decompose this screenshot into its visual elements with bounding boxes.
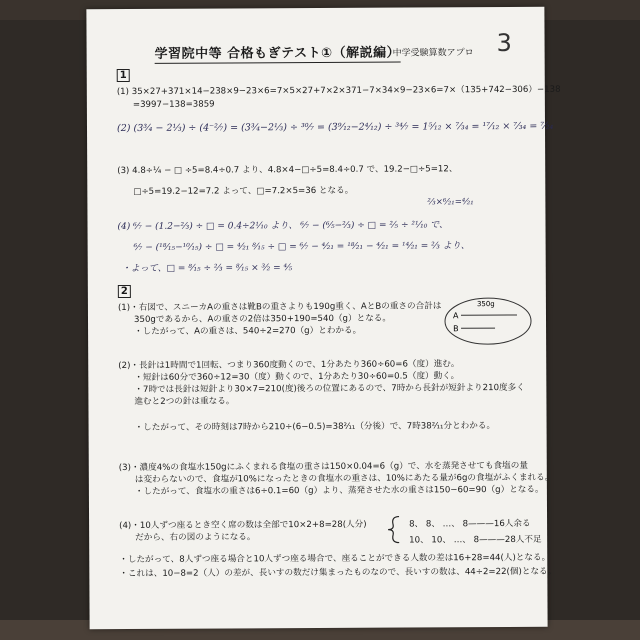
brace-path (388, 517, 399, 543)
section-2-label: 2 (118, 285, 131, 298)
problem-2-1-line-3: ・したがって、Aの重さは、540÷2=270（g）とわかる。 (134, 325, 362, 337)
problem-2-2-line-2: ・短針は60分で360÷12=30（度）動くので、1分あたり30÷60=0.5（度）動く。 (134, 371, 460, 383)
brand-label: 中学受験算数アプロ (392, 48, 474, 59)
diagram-label-b: B (453, 324, 459, 334)
problem-1-4-step: ⁶⁄₇ − (¹⁸⁄₁₅−¹⁰⁄₁₅) ÷ □ = ⁴⁄₂₁ ⁸⁄₁₅ ÷ □ = ⁶⁄₇ − ⁴⁄₂₁ = ¹⁸⁄₂₁ − ⁴⁄₂₁ = ¹⁴⁄₂₁ = ²⁄₃ より、 (133, 241, 470, 253)
problem-2-2-line-5: ・したがって、その時刻は7時から210÷(6−0.5)=38²⁄₁₁（分後）で、7時38²⁄₁₁分とわかる。 (134, 421, 496, 433)
problem-2-2-line-3: ・7時では長針は短針より30×7=210(度)後ろの位置にあるので、7時から長針が短針より210度多く (134, 382, 525, 395)
problem-2-4-line-2: だから、右の図のようになる。 (135, 532, 256, 543)
problem-2-1-line-1: (1)・右図で、スニーカAの重さは靴Bの重さよりも190g重く、AとBの重さの合計は (117, 301, 442, 314)
problem-2-4-line-1: (4)・10人ずつ座るとき空く席の数は全部で10×2+8=28(人分) (119, 519, 367, 532)
problem-2-3-line-2: は変わらないので、食塩が10%になったときの食塩水の重さは、10%にあたる量が6gの食塩がふくまれる。 (134, 472, 554, 485)
diagram-total: 350g (476, 300, 495, 309)
problem-2-2-line-1: (2)・長針は1時間で1回転、つまり360度動くので、1分あたり360÷60=6（度）進む。 (118, 359, 460, 372)
problem-2-4-diagram-row-2: 10、 10、 …、 8———28人不足 (409, 534, 542, 546)
diagram-label-a: A (452, 311, 459, 321)
weight-diagram (443, 295, 533, 347)
page-number: 3 (496, 28, 512, 58)
problem-2-4-diagram-row-1: 8、 8、 …、 8———16人余る (409, 518, 531, 530)
problem-2-3-line-3: ・したがって、食塩水の重さは6÷0.1=60（g）より、蒸発させた水の重さは150−60=90（g）となる。 (134, 484, 544, 497)
problem-1-1: (1) 35×27+371×14−238×9−23×6=7×5×27+7×2×371−7×34×9−23×6=7×（135+742−306）−138 (116, 84, 561, 98)
problem-2-4-line-4: ・これは、10−8=2（人）の差が、長いすの数だけ集まったものなので、長いすの数は、44÷2=22(個)となる。 (119, 566, 557, 580)
problem-2-3-line-1: (3)・濃度4%の食塩水150gにふくまれる食塩の重さは150×0.04=6（g）で、水を蒸発させても食塩の量 (118, 460, 528, 474)
problem-1-3: (3) 4.8÷¹⁄₄ − □ ÷5=8.4÷0.7 より、4.8×4−□÷5=8.4÷0.7 で、19.2−□÷5=12、 (117, 164, 458, 177)
problem-1-4: (4) ⁶⁄₇ − (1.2−²⁄₃) ÷ □ = 0.4÷2¹⁄₁₀ より、 ⁶⁄₇ − (⁶⁄₅−²⁄₃) ÷ □ = ²⁄₅ ÷ ²¹⁄₁₀ で、 (117, 220, 448, 233)
problem-2-1-line-2: 350gであるから、Aの重さの2倍は350+190=540（g）となる。 (133, 313, 391, 325)
section-1-label: 1 (117, 69, 130, 82)
worksheet-page (86, 7, 561, 629)
problem-2-2-line-4: 進むと2つの針は重なる。 (134, 396, 235, 407)
problem-1-4-result: ・よって、□ = ⁸⁄₁₅ ÷ ²⁄₃ = ⁸⁄₁₅ × ³⁄₂ = ⁴⁄₅ (121, 263, 293, 275)
problem-1-1-result: =3997−138=3859 (132, 99, 215, 110)
problem-1-3-result: □÷5=19.2−12=7.2 よって、□=7.2×5=36 となる。 (133, 185, 354, 197)
problem-1-2: (2) (3³⁄₄ − 2¹⁄₃) ÷ (4⁻²⁄₇) = (3³⁄₄−2¹⁄₃) ÷ ³⁰⁄₇ = (3⁹⁄₁₂−2⁴⁄₁₂) ÷ ³⁴⁄₇ = 1⁵⁄₁₂ × ⁷⁄₃₄ = ¹⁷⁄₁₂ × ⁷⁄₃₄ = ⁷⁄₂₄ (116, 120, 554, 135)
problem-1-4-note: ²⁄₃×⁶⁄₂₁=⁴⁄₂₁ (427, 197, 474, 208)
diagram-brace (385, 515, 405, 545)
problem-2-4-line-3: ・したがって、8人ずつ座る場合と10人ずつ座る場合で、座ることができる人数の差は16+28=44(人)となる。 (119, 552, 551, 566)
page-title: 学習院中等 合格もぎテスト①（解説編） (155, 42, 401, 64)
